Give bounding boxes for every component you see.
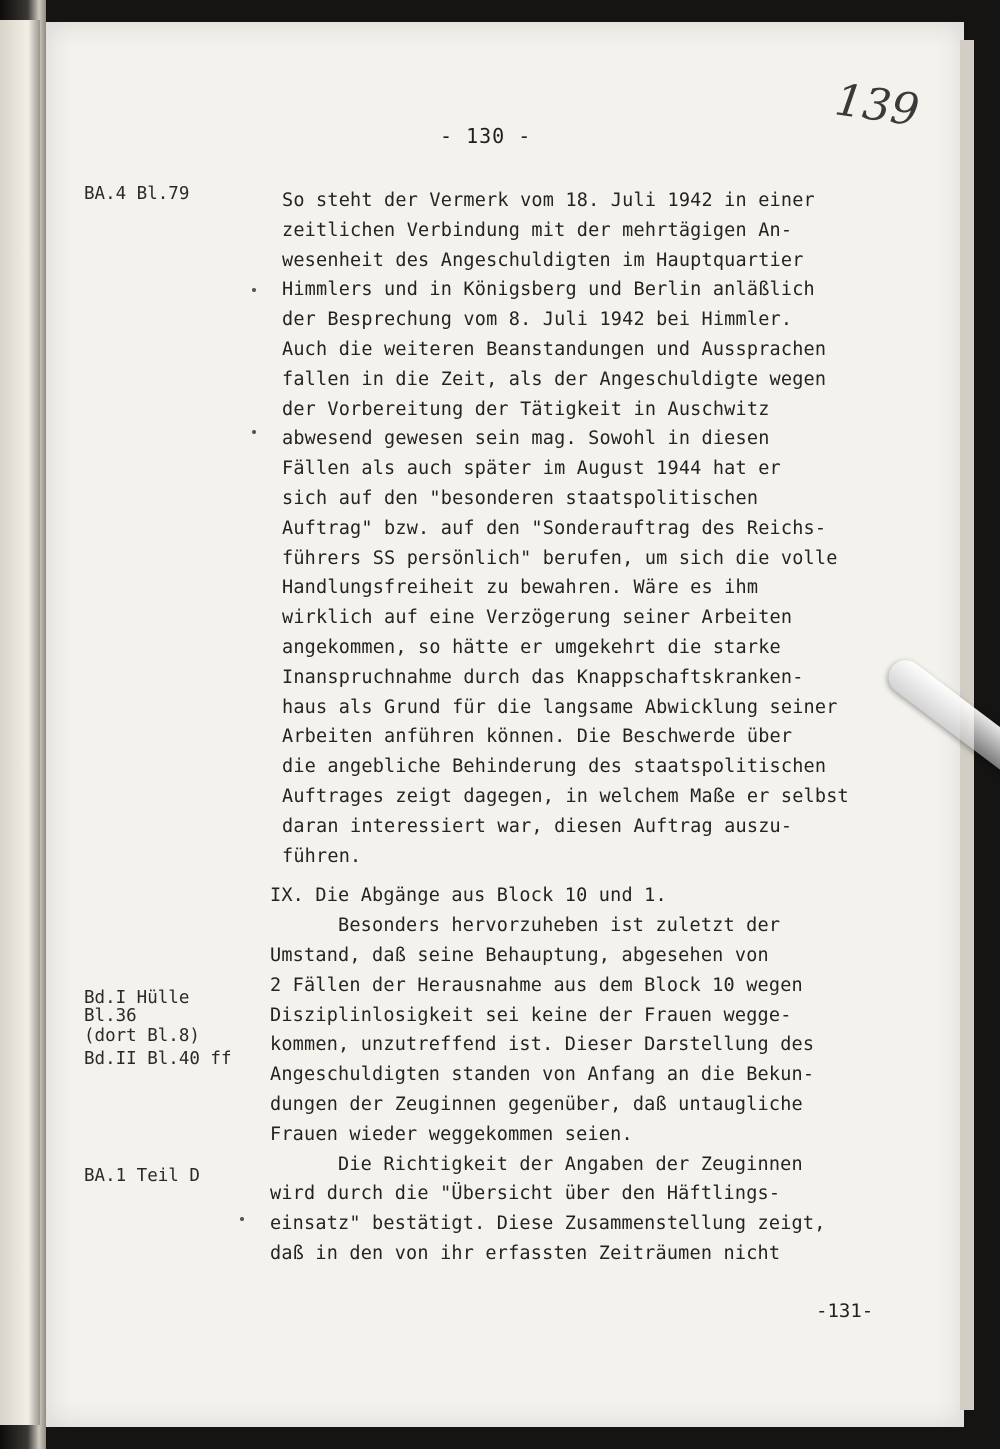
text-line: führers SS persönlich" berufen, um sich die volle xyxy=(282,547,838,569)
text-line: fallen in die Zeit, als der Angeschuldigte wegen xyxy=(282,368,827,390)
text-line: angekommen, so hätte er umgekehrt die starke xyxy=(282,636,781,658)
text-line: So steht der Vermerk vom 18. Juli 1942 in einer xyxy=(282,190,815,211)
text-line: dungen der Zeuginnen gegenüber, daß untaugliche xyxy=(270,1093,803,1115)
left-page-edge xyxy=(0,20,40,1425)
text-line: Himmlers und in Königsberg und Berlin anläßlich xyxy=(282,279,815,301)
text-line: haus als Grund für die langsame Abwicklung seiner xyxy=(282,696,838,718)
text-line: der Vorbereitung der Tätigkeit in Auschwitz xyxy=(282,398,770,420)
text-line: zeitlichen Verbindung mit der mehrtägigen An- xyxy=(282,219,793,241)
text-line: wird durch die "Übersicht über den Häftlings- xyxy=(270,1183,781,1205)
text-line: die angebliche Behinderung des staatspolitischen xyxy=(282,756,827,778)
text-line: Angeschuldigten standen von Anfang an die Bekun- xyxy=(270,1064,815,1086)
margin-references xyxy=(84,0,284,1449)
text-line: Fällen als auch später im August 1944 hat er xyxy=(282,458,781,480)
text-line: abwesend gewesen sein mag. Sowohl in diesen xyxy=(282,428,770,450)
text-line: Auch die weiteren Beanstandungen und Aussprachen xyxy=(282,338,827,360)
text-line: führen. xyxy=(282,845,362,867)
text-line: Besonders hervorzuheben ist zuletzt der xyxy=(338,915,781,937)
text-line: Umstand, daß seine Behauptung, abgesehen von xyxy=(270,944,769,966)
text-line: Handlungsfreiheit zu bewahren. Wäre es ihm xyxy=(282,577,759,599)
text-line: wirklich auf eine Verzögerung seiner Arbeiten xyxy=(282,607,793,629)
text-line: wesenheit des Angeschuldigten im Hauptquartier xyxy=(282,249,804,271)
text-line: Auftrages zeigt dagegen, in welchem Maße er selbst xyxy=(282,785,849,807)
text-line: kommen, unzutreffend ist. Dieser Darstellung des xyxy=(270,1034,815,1056)
margin-note: Bd.I Hülle xyxy=(84,988,190,1008)
margin-note: (dort Bl.8) xyxy=(84,1026,200,1046)
text-line: Die Richtigkeit der Angaben der Zeuginnen xyxy=(338,1153,803,1175)
text-line: daß in den von ihr erfassten Zeiträumen nicht xyxy=(270,1242,781,1264)
margin-note: Bl.36 xyxy=(84,1006,137,1026)
hole-mark xyxy=(252,430,256,434)
page-number-top: - 130 - xyxy=(440,124,532,148)
section-heading: IX. Die Abgänge aus Block 10 und 1. xyxy=(270,885,667,907)
margin-note: Bd.II Bl.40 ff xyxy=(84,1049,232,1069)
text-line: 2 Fällen der Herausnahme aus dem Block 10 wegen xyxy=(270,974,803,996)
hole-mark xyxy=(240,1217,244,1221)
page-number-bottom: -131- xyxy=(816,1300,874,1322)
text-line: daran interessiert war, diesen Auftrag auszu- xyxy=(282,815,793,837)
handwritten-folio-number: 139 xyxy=(831,74,923,137)
text-line: Disziplinlosigkeit sei keine der Frauen wegge- xyxy=(270,1004,792,1026)
text-line: Arbeiten anführen können. Die Beschwerde über xyxy=(282,726,793,748)
text-line: der Besprechung vom 8. Juli 1942 bei Himmler. xyxy=(282,309,793,331)
text-line: einsatz" bestätigt. Diese Zusammenstellung zeigt, xyxy=(270,1213,826,1235)
text-line: Frauen wieder weggekommen seien. xyxy=(270,1123,633,1145)
text-line: Inanspruchnahme durch das Knappschaftskranken- xyxy=(282,666,804,688)
margin-note: BA.1 Teil D xyxy=(84,1166,200,1186)
margin-note: BA.4 Bl.79 xyxy=(84,184,190,204)
text-line: Auftrag" bzw. auf den "Sonderauftrag des Reichs- xyxy=(282,517,827,539)
body-text xyxy=(270,186,910,1269)
text-line: sich auf den "besonderen staatspolitischen xyxy=(282,487,759,509)
hole-mark xyxy=(252,288,256,292)
